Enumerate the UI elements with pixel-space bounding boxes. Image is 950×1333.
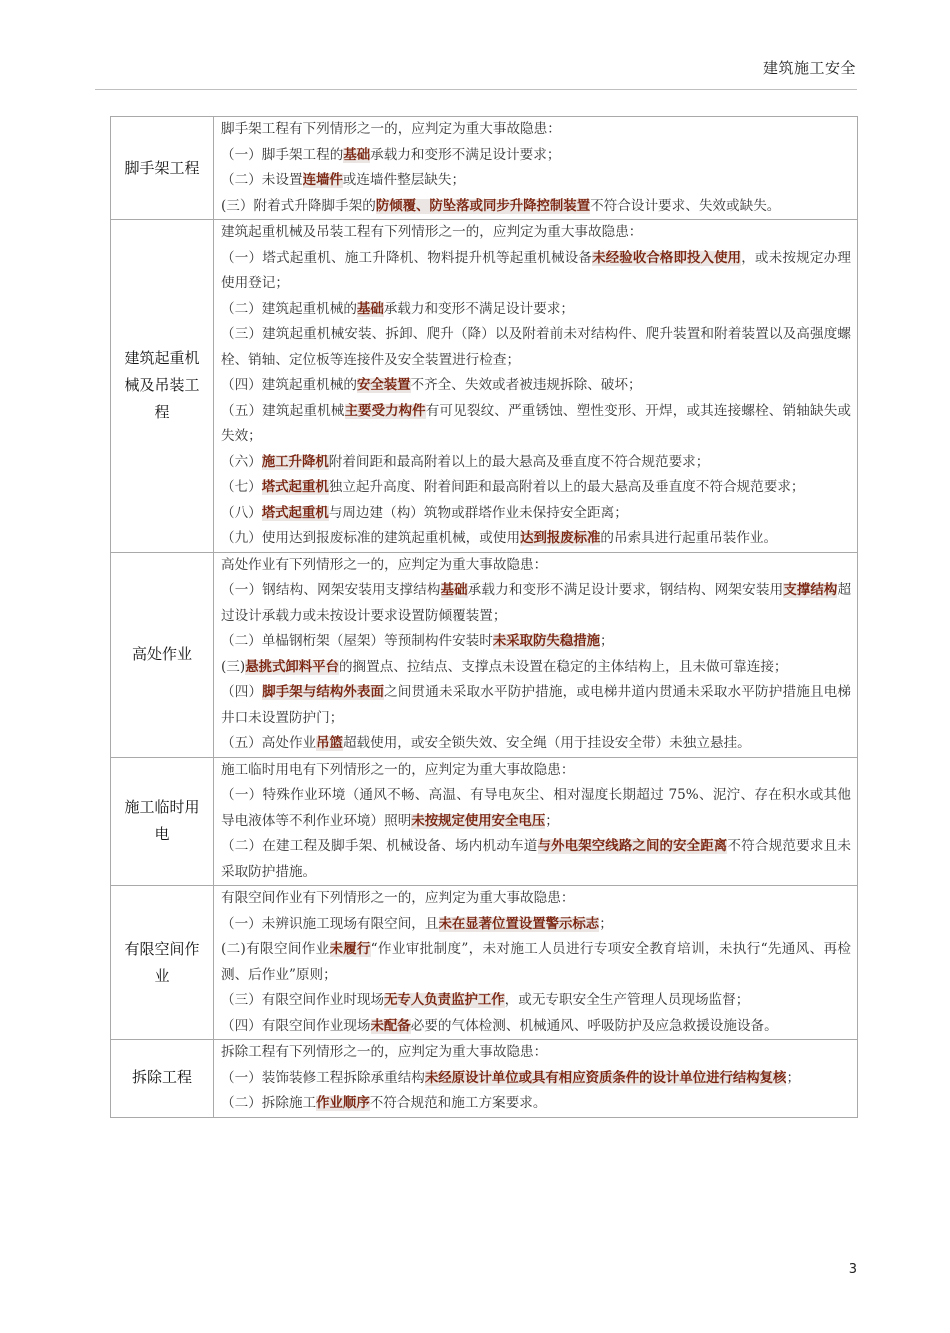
highlighted-keyword: 施工升降机 [261, 454, 329, 470]
hazard-item [221, 246, 851, 297]
highlighted-keyword: 连墙件 [302, 173, 343, 188]
text-segment: 高处作业有下列情形之一的，应判定为重大事故隐患： [221, 556, 548, 573]
hazard-table [110, 116, 858, 1118]
highlighted-keyword: 塔式起重机 [261, 480, 329, 495]
category-cell: 拆除工程 [111, 1040, 214, 1118]
content-cell [214, 117, 858, 220]
content-cell [214, 757, 858, 886]
hazard-item [221, 988, 851, 1014]
text-segment: 承载力和变形不满足设计要求； [370, 146, 561, 163]
header-title: 建筑施工安全 [762, 59, 856, 77]
text-segment: 之间贯通未采取水平防护措施，或电梯井道内贯通未采取水平防护措施且电梯井口未设置防护门； [221, 684, 852, 726]
text-segment: 的吊索具进行起重吊装作业。 [600, 530, 778, 546]
content-cell [214, 552, 858, 757]
text-segment: ； [600, 633, 614, 649]
text-segment: 拆除工程有下列情形之一的，应判定为重大事故隐患： [221, 1044, 548, 1060]
text-segment: 不符合规范和施工方案要求。 [369, 1095, 547, 1111]
text-segment: (二)有限空间作业 [221, 941, 330, 957]
header-divider [95, 89, 857, 90]
content-cell [214, 1040, 858, 1118]
table-row-confined-space [111, 886, 858, 1040]
text-segment: （二）未设置 [221, 172, 303, 188]
text-segment: “作业审批制度”，未对施工人员进行专项安全教育培训，未执行“先通风、再检测、后作业”原则； [221, 941, 851, 983]
hazard-item [221, 1091, 851, 1117]
text-segment: （一）特殊作业环境（通风不畅、高温、有导电灰尘、相对湿度长期超过 75%、泥泞、存在积水或其他导电液体等不利作业环境）照明 [221, 787, 851, 829]
text-segment: （八） [221, 504, 262, 521]
hazard-item [221, 450, 851, 476]
content-cell [214, 886, 858, 1040]
text-segment: ； [545, 812, 559, 829]
text-segment: （五）高处作业 [221, 735, 317, 751]
hazard-item [221, 680, 851, 731]
section-intro [221, 886, 851, 912]
hazard-item [221, 1014, 851, 1040]
highlighted-keyword: 吊篮 [316, 736, 343, 751]
text-segment: 超过设计承载力或未按设计要求设置防倾覆装置； [221, 582, 852, 624]
highlighted-keyword: 未按规定使用安全电压 [411, 813, 546, 829]
hazard-item [221, 143, 851, 169]
hazard-item [221, 1066, 851, 1092]
text-segment: 承载力和变形不满足设计要求； [383, 300, 575, 317]
text-segment: （四） [221, 684, 263, 700]
highlighted-keyword: 作业顺序 [316, 1096, 370, 1111]
text-segment: （一）脚手架工程的 [221, 146, 344, 163]
hazard-item [221, 297, 851, 323]
hazard-item [221, 399, 851, 450]
page-number: 3 [848, 1262, 857, 1277]
highlighted-keyword: 未经原设计单位或具有相应资质条件的设计单位进行结构复核 [424, 1070, 787, 1086]
section-intro [221, 758, 851, 784]
category-cell: 高处作业 [111, 552, 214, 757]
highlighted-keyword: 基础 [356, 301, 384, 317]
text-segment: （七） [221, 479, 262, 495]
text-segment: 施工临时用电有下列情形之一的，应判定为重大事故隐患： [221, 761, 575, 778]
hazard-item [221, 194, 851, 220]
text-segment: （一）钢结构、网架安装用支撑结构 [221, 582, 441, 598]
section-intro [221, 1040, 851, 1066]
text-segment: (三) [221, 658, 246, 675]
text-segment: （二）拆除施工 [221, 1095, 317, 1111]
hazard-item [221, 731, 851, 757]
text-segment: 脚手架工程有下列情形之一的，应判定为重大事故隐患： [221, 121, 561, 137]
text-segment: （二）建筑起重机械的 [221, 300, 357, 317]
hazard-item [221, 834, 851, 885]
text-segment: （一）装饰装修工程拆除承重结构 [221, 1069, 425, 1086]
highlighted-keyword: 与外电架空线路之间的安全距离 [537, 839, 728, 854]
highlighted-keyword: 主要受力构件 [344, 403, 426, 419]
highlighted-keyword: 防倾覆、防坠落或同步升降控制装置 [375, 198, 591, 214]
text-segment: 不符合规范要求且未采取防护措施。 [221, 838, 852, 880]
highlighted-keyword: 悬挑式卸料平台 [245, 659, 339, 675]
text-segment: （三）建筑起重机械安装、拆卸、爬升（降）以及附着前未对结构件、爬升装置和附着装置以及高强度螺栓、销轴、定位板等连接件及安全装置进行检查； [221, 326, 851, 368]
text-segment: （三）有限空间作业时现场 [221, 992, 385, 1008]
category-cell: 有限空间作业 [111, 886, 214, 1040]
section-intro [221, 553, 851, 579]
text-segment: 建筑起重机械及吊装工程有下列情形之一的，应判定为重大事故隐患： [221, 224, 643, 240]
text-segment: ，或无专职安全生产管理人员现场监督； [504, 992, 750, 1008]
highlighted-keyword: 安全装置 [356, 378, 411, 393]
table-row-work-at-height [111, 552, 858, 757]
highlighted-keyword: 支撑结构 [783, 583, 838, 598]
table-row-temporary-power [111, 757, 858, 886]
text-segment: 或连墙件整层缺失； [342, 172, 466, 188]
hazard-item [221, 578, 851, 629]
text-segment: 有可见裂纹、严重锈蚀、塑性变形、开焊，或其连接螺栓、销轴缺失或失效； [221, 402, 852, 444]
table-row-lifting-machinery [111, 220, 858, 553]
text-segment: ； [786, 1069, 801, 1086]
highlighted-keyword: 未采取防失稳措施 [492, 634, 600, 649]
text-segment: 的搁置点、拉结点、支撑点未设置在稳定的主体结构上，且未做可靠连接； [338, 658, 788, 675]
hazard-item [221, 912, 851, 938]
highlighted-keyword: 未履行 [329, 942, 371, 957]
highlighted-keyword: 未在显著位置设置警示标志 [438, 916, 600, 932]
highlighted-keyword: 达到报废标准 [520, 531, 601, 546]
hazard-item [221, 937, 851, 988]
text-segment: （二）在建工程及脚手架、机械设备、场内机动车道 [221, 838, 538, 854]
hazard-item [221, 501, 851, 527]
category-cell: 施工临时用电 [111, 757, 214, 886]
text-segment: （四）建筑起重机械的 [221, 377, 357, 393]
text-segment: ； [599, 915, 613, 932]
hazard-item [221, 783, 851, 834]
highlighted-keyword: 基础 [440, 583, 468, 598]
highlighted-keyword: 未配备 [370, 1018, 411, 1034]
text-segment: 超载使用，或安全锁失效、安全绳（用于挂设安全带）未独立悬挂。 [342, 735, 751, 751]
highlighted-keyword: 无专人负责监护工作 [384, 993, 505, 1008]
section-intro [221, 220, 851, 246]
text-segment: （五）建筑起重机械 [221, 402, 345, 419]
text-segment: （六） [221, 453, 262, 470]
section-intro [221, 117, 851, 143]
text-segment: 承载力和变形不满足设计要求，钢结构、网架安装用 [467, 582, 784, 598]
text-segment: 有限空间作业有下列情形之一的，应判定为重大事故隐患： [221, 890, 575, 906]
highlighted-keyword: 未经验收合格即投入使用 [592, 250, 742, 266]
text-segment: ，或未按规定办理使用登记； [221, 249, 852, 291]
text-segment: 附着间距和最高附着以上的最大悬高及垂直度不符合规范要求； [328, 453, 710, 470]
table-row-demolition [111, 1040, 858, 1118]
text-segment: 不符合设计要求、失效或缺失。 [590, 197, 781, 214]
hazard-item [221, 322, 851, 373]
highlighted-keyword: 塔式起重机 [261, 505, 329, 521]
highlighted-keyword: 基础 [343, 147, 371, 163]
text-segment: （九）使用达到报废标准的建筑起重机械，或使用 [221, 530, 521, 546]
hazard-item [221, 629, 851, 655]
text-segment: (三）附着式升降脚手架的 [221, 197, 376, 214]
table-row-scaffolding [111, 117, 858, 220]
text-segment: （四）有限空间作业现场 [221, 1017, 371, 1034]
hazard-item [221, 475, 851, 501]
text-segment: 独立起升高度、附着间距和最高附着以上的最大悬高及垂直度不符合规范要求； [328, 479, 805, 495]
text-segment: （一）未辨识施工现场有限空间，且 [221, 915, 439, 932]
hazard-item [221, 526, 851, 552]
text-segment: （一）塔式起重机、施工升降机、物料提升机等起重机械设备 [221, 249, 593, 266]
hazard-item [221, 168, 851, 194]
text-segment: 与周边建（构）筑物或群塔作业未保持安全距离； [328, 504, 628, 521]
text-segment: 必要的气体检测、机械通风、呼吸防护及应急救援设施设备。 [410, 1017, 778, 1034]
hazard-item [221, 373, 851, 399]
text-segment: 不齐全、失效或者被违规拆除、破坏； [410, 377, 642, 393]
category-cell: 建筑起重机械及吊装工程 [111, 220, 214, 553]
content-cell [214, 220, 858, 553]
category-cell: 脚手架工程 [111, 117, 214, 220]
highlighted-keyword: 脚手架与结构外表面 [262, 685, 385, 700]
text-segment: （二）单榀钢桁架（屋架）等预制构件安装时 [221, 633, 493, 649]
hazard-item [221, 655, 851, 681]
